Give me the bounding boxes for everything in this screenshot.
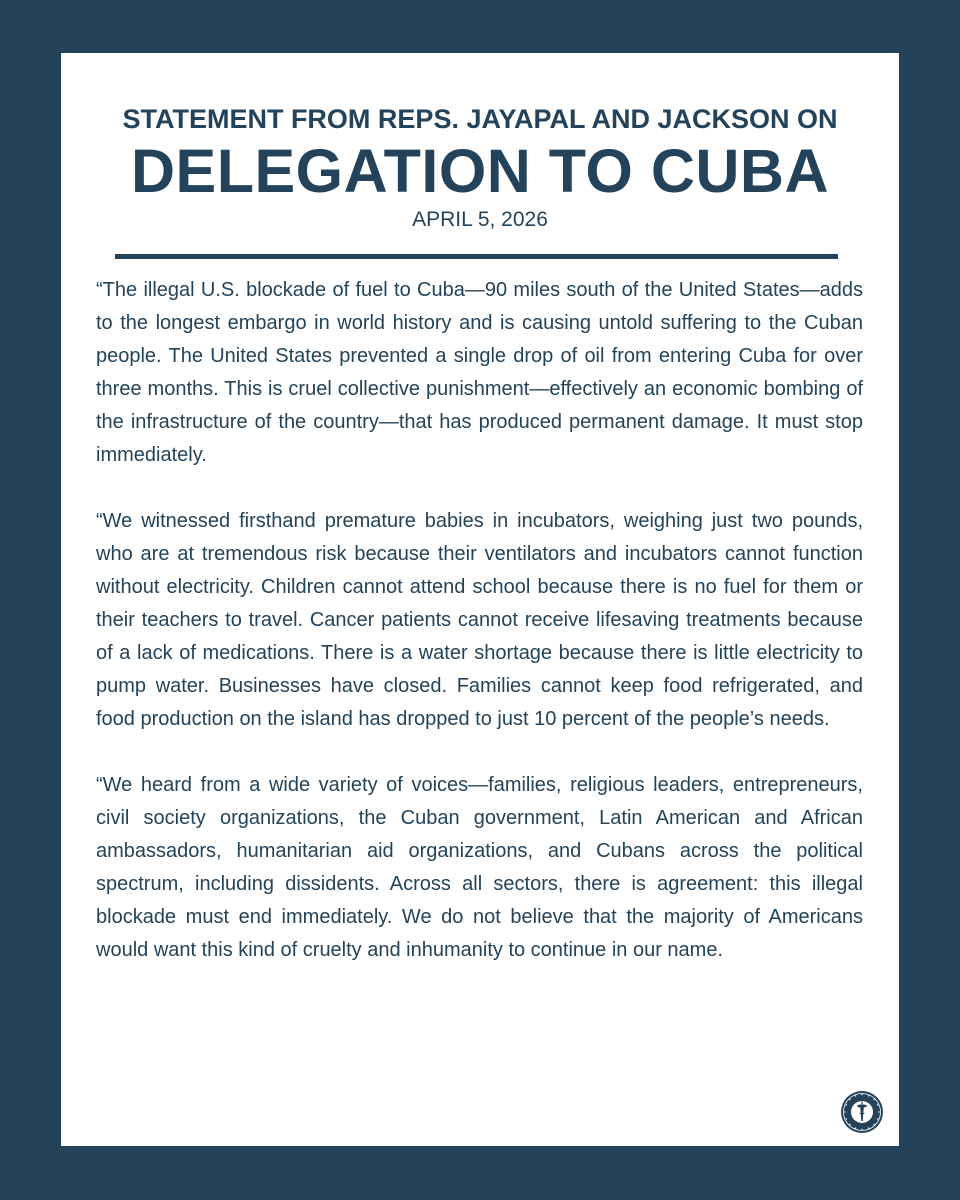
statement-kicker: STATEMENT FROM REPS. JAYAPAL AND JACKSON ON xyxy=(122,104,838,134)
statement-date: APRIL 5, 2026 xyxy=(412,208,548,231)
statement-body xyxy=(96,274,863,967)
statement-paragraph-3: “We heard from a wide variety of voices—families, religious leaders, entrepreneurs, civil society organizations, the Cuban government, Latin American and African ambassadors, humanitarian aid organizations, and Cubans across the political spectrum, including dissidents. Across all sectors, there is agreement: this illegal blockade must end immediately. We do not believe that the majority of Americans would want this kind of cruelty and inhumanity to continue in our name. xyxy=(96,774,863,961)
statement-paragraph-2: “We witnessed firsthand premature babies in incubators, weighing just two pounds, who are at tremendous risk because their ventilators and incubators cannot function without electricity. Children cannot attend school because there is no fuel for them or their teachers to travel. Cancer patients cannot receive lifesaving treatments because of a lack of medications. There is a water shortage because there is little electricity to pump water. Businesses have closed. Families cannot keep food refrigerated, and food production on the island has dropped to just 10 percent of the people’s needs. xyxy=(96,510,863,730)
congressional-seal-icon xyxy=(840,1090,884,1134)
header-divider xyxy=(115,254,838,259)
statement-paragraph-1: “The illegal U.S. blockade of fuel to Cuba—90 miles south of the United States—adds to the longest embargo in world history and is causing untold suffering to the Cuban people. The United States prevented a single drop of oil from entering Cuba for over three months. This is cruel collective punishment—effectively an economic bombing of the infrastructure of the country—that has produced permanent damage. It must stop immediately. xyxy=(96,279,863,466)
statement-card xyxy=(61,53,899,1146)
statement-title: DELEGATION TO CUBA xyxy=(130,137,830,205)
